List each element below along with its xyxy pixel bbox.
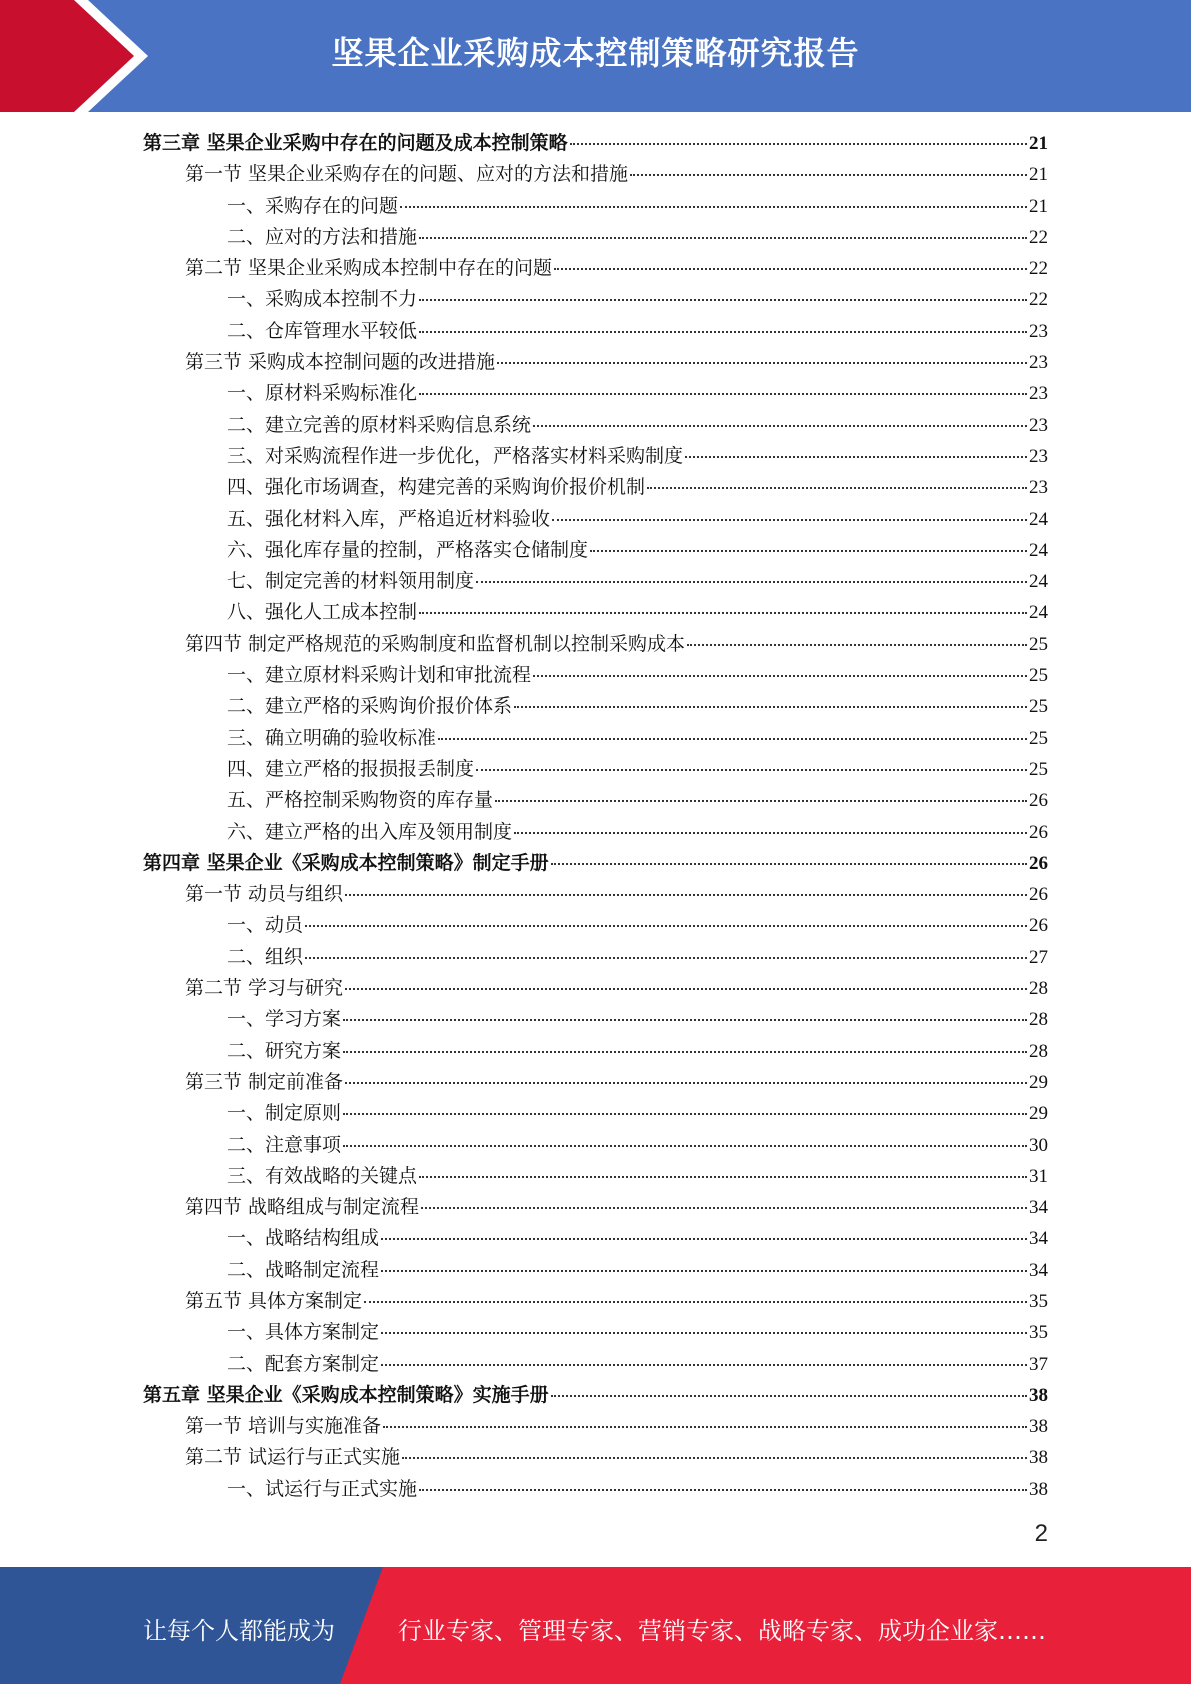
toc-subsection-entry[interactable] [143, 1098, 1048, 1129]
toc-entry-page: 24 [1029, 571, 1048, 593]
toc-section-entry[interactable] [143, 159, 1048, 190]
toc-entry-page: 25 [1029, 696, 1048, 718]
toc-subsection-entry[interactable] [143, 597, 1048, 628]
toc-entry-label: 第一节 动员与组织 [185, 883, 344, 906]
toc-entry-page: 23 [1029, 477, 1048, 499]
toc-entry-label: 三、确立明确的验收标准 [227, 726, 437, 749]
toc-dot-leader [570, 143, 1027, 145]
toc-dot-leader [343, 1145, 1027, 1147]
toc-section-entry[interactable] [143, 1411, 1048, 1442]
toc-entry-page: 38 [1029, 1478, 1048, 1500]
footer-banner [0, 1567, 1191, 1684]
toc-section-entry[interactable] [143, 1192, 1048, 1223]
footer-slogan-right: 行业专家、管理专家、营销专家、战略专家、成功企业家…… [398, 1617, 1046, 1645]
toc-subsection-entry[interactable] [143, 441, 1048, 472]
toc-entry-page: 26 [1029, 821, 1048, 843]
toc-dot-leader [533, 675, 1027, 677]
toc-dot-leader [476, 581, 1027, 583]
toc-entry-page: 21 [1029, 195, 1048, 217]
toc-dot-leader [687, 644, 1027, 646]
toc-dot-leader [552, 519, 1027, 521]
toc-entry-page: 28 [1029, 1009, 1048, 1031]
toc-subsection-entry[interactable] [143, 691, 1048, 722]
toc-entry-label: 一、试运行与正式实施 [227, 1477, 418, 1500]
toc-dot-leader [400, 206, 1027, 208]
toc-entry-label: 第五章 坚果企业《采购成本控制策略》实施手册 [143, 1383, 549, 1406]
toc-entry-page: 24 [1029, 602, 1048, 624]
toc-entry-label: 一、采购存在的问题 [227, 194, 399, 217]
toc-dot-leader [345, 988, 1027, 990]
toc-entry-label: 一、学习方案 [227, 1008, 342, 1031]
toc-subsection-entry[interactable] [143, 1036, 1048, 1067]
toc-entry-page: 21 [1029, 164, 1048, 186]
toc-entry-page: 24 [1029, 539, 1048, 561]
toc-subsection-entry[interactable] [143, 660, 1048, 691]
toc-entry-label: 二、研究方案 [227, 1039, 342, 1062]
toc-dot-leader [647, 487, 1027, 489]
toc-chapter-entry[interactable] [143, 128, 1048, 159]
toc-dot-leader [533, 425, 1027, 427]
toc-dot-leader [381, 1238, 1027, 1240]
toc-dot-leader [419, 1489, 1027, 1491]
toc-subsection-entry[interactable] [143, 1004, 1048, 1035]
toc-entry-page: 25 [1029, 727, 1048, 749]
toc-dot-leader [630, 174, 1027, 176]
toc-entry-page: 38 [1029, 1416, 1048, 1438]
toc-entry-label: 第二节 试运行与正式实施 [185, 1446, 401, 1469]
toc-dot-leader [305, 957, 1027, 959]
toc-dot-leader [305, 925, 1027, 927]
toc-dot-leader [476, 769, 1027, 771]
toc-entry-page: 34 [1029, 1259, 1048, 1281]
toc-entry-page: 27 [1029, 946, 1048, 968]
toc-entry-page: 25 [1029, 665, 1048, 687]
toc-entry-label: 第二节 坚果企业采购成本控制中存在的问题 [185, 257, 553, 280]
toc-entry-page: 30 [1029, 1134, 1048, 1156]
toc-subsection-entry[interactable] [143, 191, 1048, 222]
toc-entry-label: 二、注意事项 [227, 1133, 342, 1156]
toc-entry-label: 第一节 培训与实施准备 [185, 1415, 382, 1438]
toc-dot-leader [402, 1457, 1027, 1459]
toc-entry-page: 28 [1029, 1040, 1048, 1062]
toc-entry-page: 37 [1029, 1353, 1048, 1375]
toc-entry-label: 一、制定原则 [227, 1102, 342, 1125]
toc-entry-label: 第二节 学习与研究 [185, 977, 344, 1000]
toc-entry-page: 25 [1029, 633, 1048, 655]
toc-entry-page: 35 [1029, 1322, 1048, 1344]
toc-entry-label: 一、具体方案制定 [227, 1321, 380, 1344]
toc-subsection-entry[interactable] [143, 942, 1048, 973]
toc-chapter-entry[interactable] [143, 848, 1048, 879]
toc-entry-label: 二、建立完善的原材料采购信息系统 [227, 413, 532, 436]
toc-dot-leader [364, 1301, 1027, 1303]
header-banner [0, 0, 1191, 112]
toc-entry-page: 23 [1029, 320, 1048, 342]
toc-dot-leader [419, 393, 1027, 395]
toc-dot-leader [514, 832, 1027, 834]
toc-entry-label: 五、严格控制采购物资的库存量 [227, 789, 494, 812]
toc-entry-page: 23 [1029, 445, 1048, 467]
toc-entry-label: 二、配套方案制定 [227, 1352, 380, 1375]
toc-subsection-entry[interactable] [143, 1255, 1048, 1286]
toc-entry-page: 26 [1029, 790, 1048, 812]
toc-entry-page: 26 [1029, 852, 1048, 874]
toc-subsection-entry[interactable] [143, 504, 1048, 535]
toc-section-entry[interactable] [143, 973, 1048, 1004]
table-of-contents [143, 128, 1048, 1505]
toc-dot-leader [381, 1270, 1027, 1272]
toc-entry-label: 三、对采购流程作进一步优化，严格落实材料采购制度 [227, 444, 684, 467]
toc-entry-label: 一、原材料采购标准化 [227, 382, 418, 405]
toc-dot-leader [343, 1051, 1027, 1053]
toc-entry-page: 35 [1029, 1290, 1048, 1312]
toc-entry-label: 二、战略制定流程 [227, 1258, 380, 1281]
toc-entry-label: 二、仓库管理水平较低 [227, 319, 418, 342]
toc-dot-leader [419, 299, 1027, 301]
toc-entry-page: 29 [1029, 1103, 1048, 1125]
toc-entry-label: 六、强化库存量的控制，严格落实仓储制度 [227, 538, 589, 561]
toc-subsection-entry[interactable] [143, 222, 1048, 253]
toc-subsection-entry[interactable] [143, 1223, 1048, 1254]
toc-dot-leader [421, 1207, 1027, 1209]
toc-entry-page: 31 [1029, 1165, 1048, 1187]
toc-dot-leader [419, 331, 1027, 333]
toc-dot-leader [383, 1426, 1027, 1428]
toc-subsection-entry[interactable] [143, 472, 1048, 503]
toc-entry-label: 二、应对的方法和措施 [227, 225, 418, 248]
toc-subsection-entry[interactable] [143, 410, 1048, 441]
toc-dot-leader [343, 1019, 1027, 1021]
toc-entry-label: 一、建立原材料采购计划和审批流程 [227, 664, 532, 687]
toc-subsection-entry[interactable] [143, 1130, 1048, 1161]
toc-dot-leader [419, 237, 1027, 239]
toc-dot-leader [419, 612, 1027, 614]
toc-subsection-entry[interactable] [143, 817, 1048, 848]
toc-entry-label: 四、建立严格的报损报丢制度 [227, 757, 475, 780]
toc-entry-label: 二、组织 [227, 945, 304, 968]
toc-entry-label: 四、强化市场调查，构建完善的采购询价报价机制 [227, 476, 646, 499]
toc-entry-label: 第五节 具体方案制定 [185, 1289, 363, 1312]
toc-dot-leader [554, 268, 1027, 270]
toc-section-entry[interactable] [143, 1067, 1048, 1098]
toc-entry-label: 六、建立严格的出入库及领用制度 [227, 820, 513, 843]
toc-entry-label: 三、有效战略的关键点 [227, 1164, 418, 1187]
toc-entry-page: 34 [1029, 1228, 1048, 1250]
toc-dot-leader [685, 456, 1027, 458]
toc-subsection-entry[interactable] [143, 535, 1048, 566]
toc-dot-leader [419, 1176, 1027, 1178]
toc-subsection-entry[interactable] [143, 378, 1048, 409]
toc-entry-label: 第三节 采购成本控制问题的改进措施 [185, 351, 496, 374]
toc-dot-leader [381, 1364, 1027, 1366]
toc-dot-leader [514, 706, 1027, 708]
toc-entry-label: 第四章 坚果企业《采购成本控制策略》制定手册 [143, 851, 549, 874]
toc-entry-page: 38 [1029, 1384, 1048, 1406]
toc-entry-page: 23 [1029, 414, 1048, 436]
toc-subsection-entry[interactable] [143, 754, 1048, 785]
toc-section-entry[interactable] [143, 629, 1048, 660]
toc-entry-page: 29 [1029, 1071, 1048, 1093]
toc-section-entry[interactable] [143, 1442, 1048, 1473]
toc-entry-label: 第四节 战略组成与制定流程 [185, 1196, 420, 1219]
toc-subsection-entry[interactable] [143, 1317, 1048, 1348]
toc-entry-label: 第四节 制定严格规范的采购制度和监督机制以控制采购成本 [185, 632, 686, 655]
toc-subsection-entry[interactable] [143, 284, 1048, 315]
toc-entry-page: 22 [1029, 289, 1048, 311]
toc-entry-label: 八、强化人工成本控制 [227, 601, 418, 624]
toc-entry-page: 38 [1029, 1447, 1048, 1469]
toc-entry-page: 34 [1029, 1197, 1048, 1219]
toc-dot-leader [345, 894, 1027, 896]
toc-entry-label: 一、采购成本控制不力 [227, 288, 418, 311]
toc-entry-label: 一、战略结构组成 [227, 1227, 380, 1250]
toc-dot-leader [381, 1332, 1027, 1334]
toc-dot-leader [551, 1395, 1027, 1397]
toc-subsection-entry[interactable] [143, 566, 1048, 597]
toc-dot-leader [343, 1113, 1027, 1115]
toc-dot-leader [497, 362, 1027, 364]
toc-subsection-entry[interactable] [143, 1161, 1048, 1192]
footer-slogan-left: 让每个人都能成为 [143, 1617, 335, 1645]
toc-entry-label: 七、制定完善的材料领用制度 [227, 570, 475, 593]
toc-dot-leader [551, 863, 1027, 865]
toc-entry-page: 22 [1029, 226, 1048, 248]
toc-subsection-entry[interactable] [143, 1474, 1048, 1505]
toc-entry-label: 二、建立严格的采购询价报价体系 [227, 695, 513, 718]
toc-chapter-entry[interactable] [143, 1380, 1048, 1411]
toc-entry-label: 一、动员 [227, 914, 304, 937]
page-number: 2 [1034, 1520, 1048, 1547]
toc-dot-leader [590, 550, 1027, 552]
toc-entry-page: 28 [1029, 978, 1048, 1000]
toc-section-entry[interactable] [143, 879, 1048, 910]
toc-entry-page: 24 [1029, 508, 1048, 530]
toc-entry-page: 26 [1029, 884, 1048, 906]
toc-entry-label: 五、强化材料入库，严格追近材料验收 [227, 507, 551, 530]
toc-entry-label: 第三章 坚果企业采购中存在的问题及成本控制策略 [143, 132, 568, 154]
header-title: 坚果企业采购成本控制策略研究报告 [331, 34, 860, 72]
toc-entry-page: 23 [1029, 352, 1048, 374]
toc-subsection-entry[interactable] [143, 910, 1048, 941]
toc-subsection-entry[interactable] [143, 1349, 1048, 1380]
toc-entry-page: 21 [1029, 133, 1048, 154]
toc-entry-label: 第一节 坚果企业采购存在的问题、应对的方法和措施 [185, 163, 629, 186]
toc-entry-page: 26 [1029, 915, 1048, 937]
toc-entry-page: 25 [1029, 758, 1048, 780]
toc-entry-label: 第三节 制定前准备 [185, 1070, 344, 1093]
toc-subsection-entry[interactable] [143, 316, 1048, 347]
toc-subsection-entry[interactable] [143, 785, 1048, 816]
toc-entry-page: 23 [1029, 383, 1048, 405]
toc-dot-leader [345, 1082, 1027, 1084]
toc-section-entry[interactable] [143, 253, 1048, 284]
toc-dot-leader [495, 800, 1027, 802]
toc-entry-page: 22 [1029, 258, 1048, 280]
toc-dot-leader [438, 738, 1027, 740]
toc-section-entry[interactable] [143, 1286, 1048, 1317]
toc-section-entry[interactable] [143, 347, 1048, 378]
toc-subsection-entry[interactable] [143, 723, 1048, 754]
